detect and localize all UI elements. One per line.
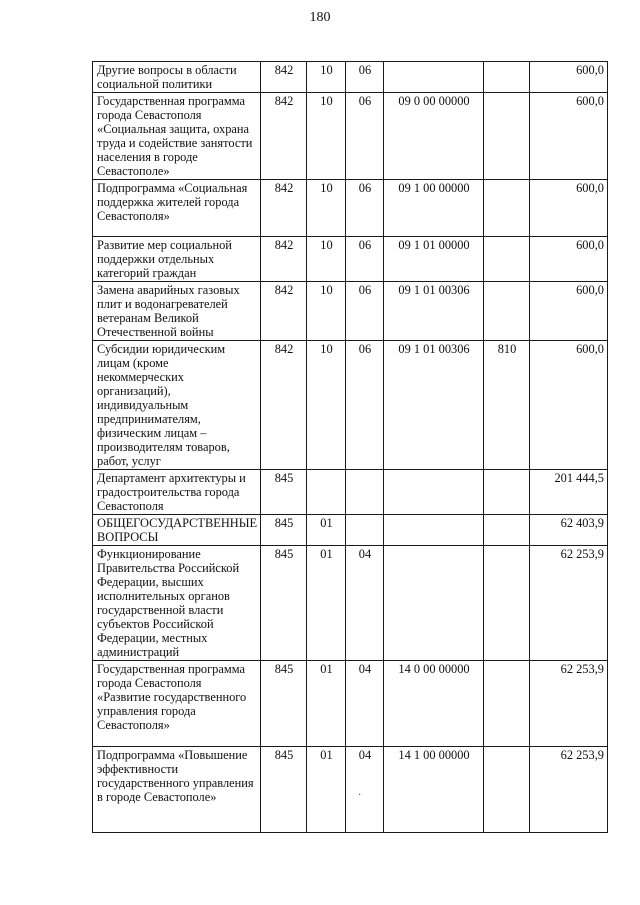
row-name: Субсидии юридическим лицам (кроме некоммерческих организаций), индивидуальным предпринимателям, физическим лицам – производителям товаров, работ, услуг: [93, 341, 261, 470]
table-row: [93, 747, 608, 833]
table-row: [93, 93, 608, 180]
row-sum: 600,0: [530, 93, 608, 180]
row-pr: 04: [346, 747, 384, 833]
row-pr: [346, 515, 384, 546]
row-name: Замена аварийных газовых плит и водонагревателей ветеранам Великой Отечественной войны: [93, 282, 261, 341]
row-csr: 09 1 01 00306: [384, 341, 484, 470]
row-pr: 06: [346, 237, 384, 282]
row-pr: 04: [346, 661, 384, 747]
row-vr: [484, 237, 530, 282]
row-ved: 842: [261, 180, 307, 237]
row-vr: 810: [484, 341, 530, 470]
table-row: [93, 470, 608, 515]
row-csr: 09 1 01 00306: [384, 282, 484, 341]
row-csr: [384, 470, 484, 515]
row-pr: 06: [346, 93, 384, 180]
row-rz: [307, 470, 346, 515]
row-pr: 06: [346, 282, 384, 341]
row-sum: 600,0: [530, 237, 608, 282]
table-row: [93, 661, 608, 747]
row-rz: 10: [307, 341, 346, 470]
row-sum: 600,0: [530, 341, 608, 470]
row-vr: [484, 93, 530, 180]
row-ved: 842: [261, 93, 307, 180]
row-csr: [384, 546, 484, 661]
table-row: [93, 62, 608, 93]
row-name: Государственная программа города Севастополя «Развитие государственного управления города Севастополя»: [93, 661, 261, 747]
row-name: Подпрограмма «Социальная поддержка жителей города Севастополя»: [93, 180, 261, 237]
row-pr: [346, 470, 384, 515]
row-vr: [484, 747, 530, 833]
row-sum: 600,0: [530, 282, 608, 341]
row-sum: 201 444,5: [530, 470, 608, 515]
row-vr: [484, 62, 530, 93]
row-sum: 62 403,9: [530, 515, 608, 546]
row-ved: 842: [261, 237, 307, 282]
row-pr: 06: [346, 341, 384, 470]
row-csr: 14 0 00 00000: [384, 661, 484, 747]
row-ved: 845: [261, 546, 307, 661]
row-ved: 842: [261, 341, 307, 470]
table-row: [93, 180, 608, 237]
row-ved: 842: [261, 62, 307, 93]
row-name: Государственная программа города Севастополя «Социальная защита, охрана труда и содействие занятости населения в городе Севастополе»: [93, 93, 261, 180]
row-rz: 10: [307, 237, 346, 282]
row-ved: 845: [261, 515, 307, 546]
row-name: Другие вопросы в области социальной политики: [93, 62, 261, 93]
row-vr: [484, 470, 530, 515]
row-rz: 01: [307, 661, 346, 747]
budget-table: [92, 61, 608, 833]
row-vr: [484, 546, 530, 661]
row-name: Департамент архитектуры и градостроительства города Севастополя: [93, 470, 261, 515]
table-row: [93, 341, 608, 470]
row-rz: 01: [307, 546, 346, 661]
row-rz: 10: [307, 93, 346, 180]
row-pr: 06: [346, 62, 384, 93]
row-name: ОБЩЕГОСУДАРСТВЕННЫЕ ВОПРОСЫ: [93, 515, 261, 546]
row-vr: [484, 515, 530, 546]
row-rz: 10: [307, 180, 346, 237]
table-row: [93, 282, 608, 341]
row-ved: 845: [261, 470, 307, 515]
row-csr: 09 1 00 00000: [384, 180, 484, 237]
row-rz: 01: [307, 515, 346, 546]
row-ved: 842: [261, 282, 307, 341]
row-vr: [484, 180, 530, 237]
table-row: [93, 515, 608, 546]
row-sum: 62 253,9: [530, 747, 608, 833]
scan-speck: ·: [358, 790, 362, 801]
row-pr: 06: [346, 180, 384, 237]
row-sum: 600,0: [530, 62, 608, 93]
row-vr: [484, 661, 530, 747]
row-rz: 10: [307, 282, 346, 341]
row-csr: [384, 515, 484, 546]
row-rz: 10: [307, 62, 346, 93]
row-name: Подпрограмма «Повышение эффективности государственного управления в городе Севастополе»: [93, 747, 261, 833]
row-sum: 62 253,9: [530, 661, 608, 747]
row-vr: [484, 282, 530, 341]
page-number: 180: [309, 10, 331, 25]
table-row: [93, 237, 608, 282]
row-sum: 62 253,9: [530, 546, 608, 661]
row-csr: 09 0 00 00000: [384, 93, 484, 180]
row-csr: 14 1 00 00000: [384, 747, 484, 833]
row-name: Развитие мер социальной поддержки отдельных категорий граждан: [93, 237, 261, 282]
row-ved: 845: [261, 747, 307, 833]
row-name: Функционирование Правительства Российской Федерации, высших исполнительных органов государственной власти субъектов Российской Федерации, местных администраций: [93, 546, 261, 661]
table-row: [93, 546, 608, 661]
row-sum: 600,0: [530, 180, 608, 237]
row-rz: 01: [307, 747, 346, 833]
row-csr: 09 1 01 00000: [384, 237, 484, 282]
row-ved: 845: [261, 661, 307, 747]
row-csr: [384, 62, 484, 93]
row-pr: 04: [346, 546, 384, 661]
